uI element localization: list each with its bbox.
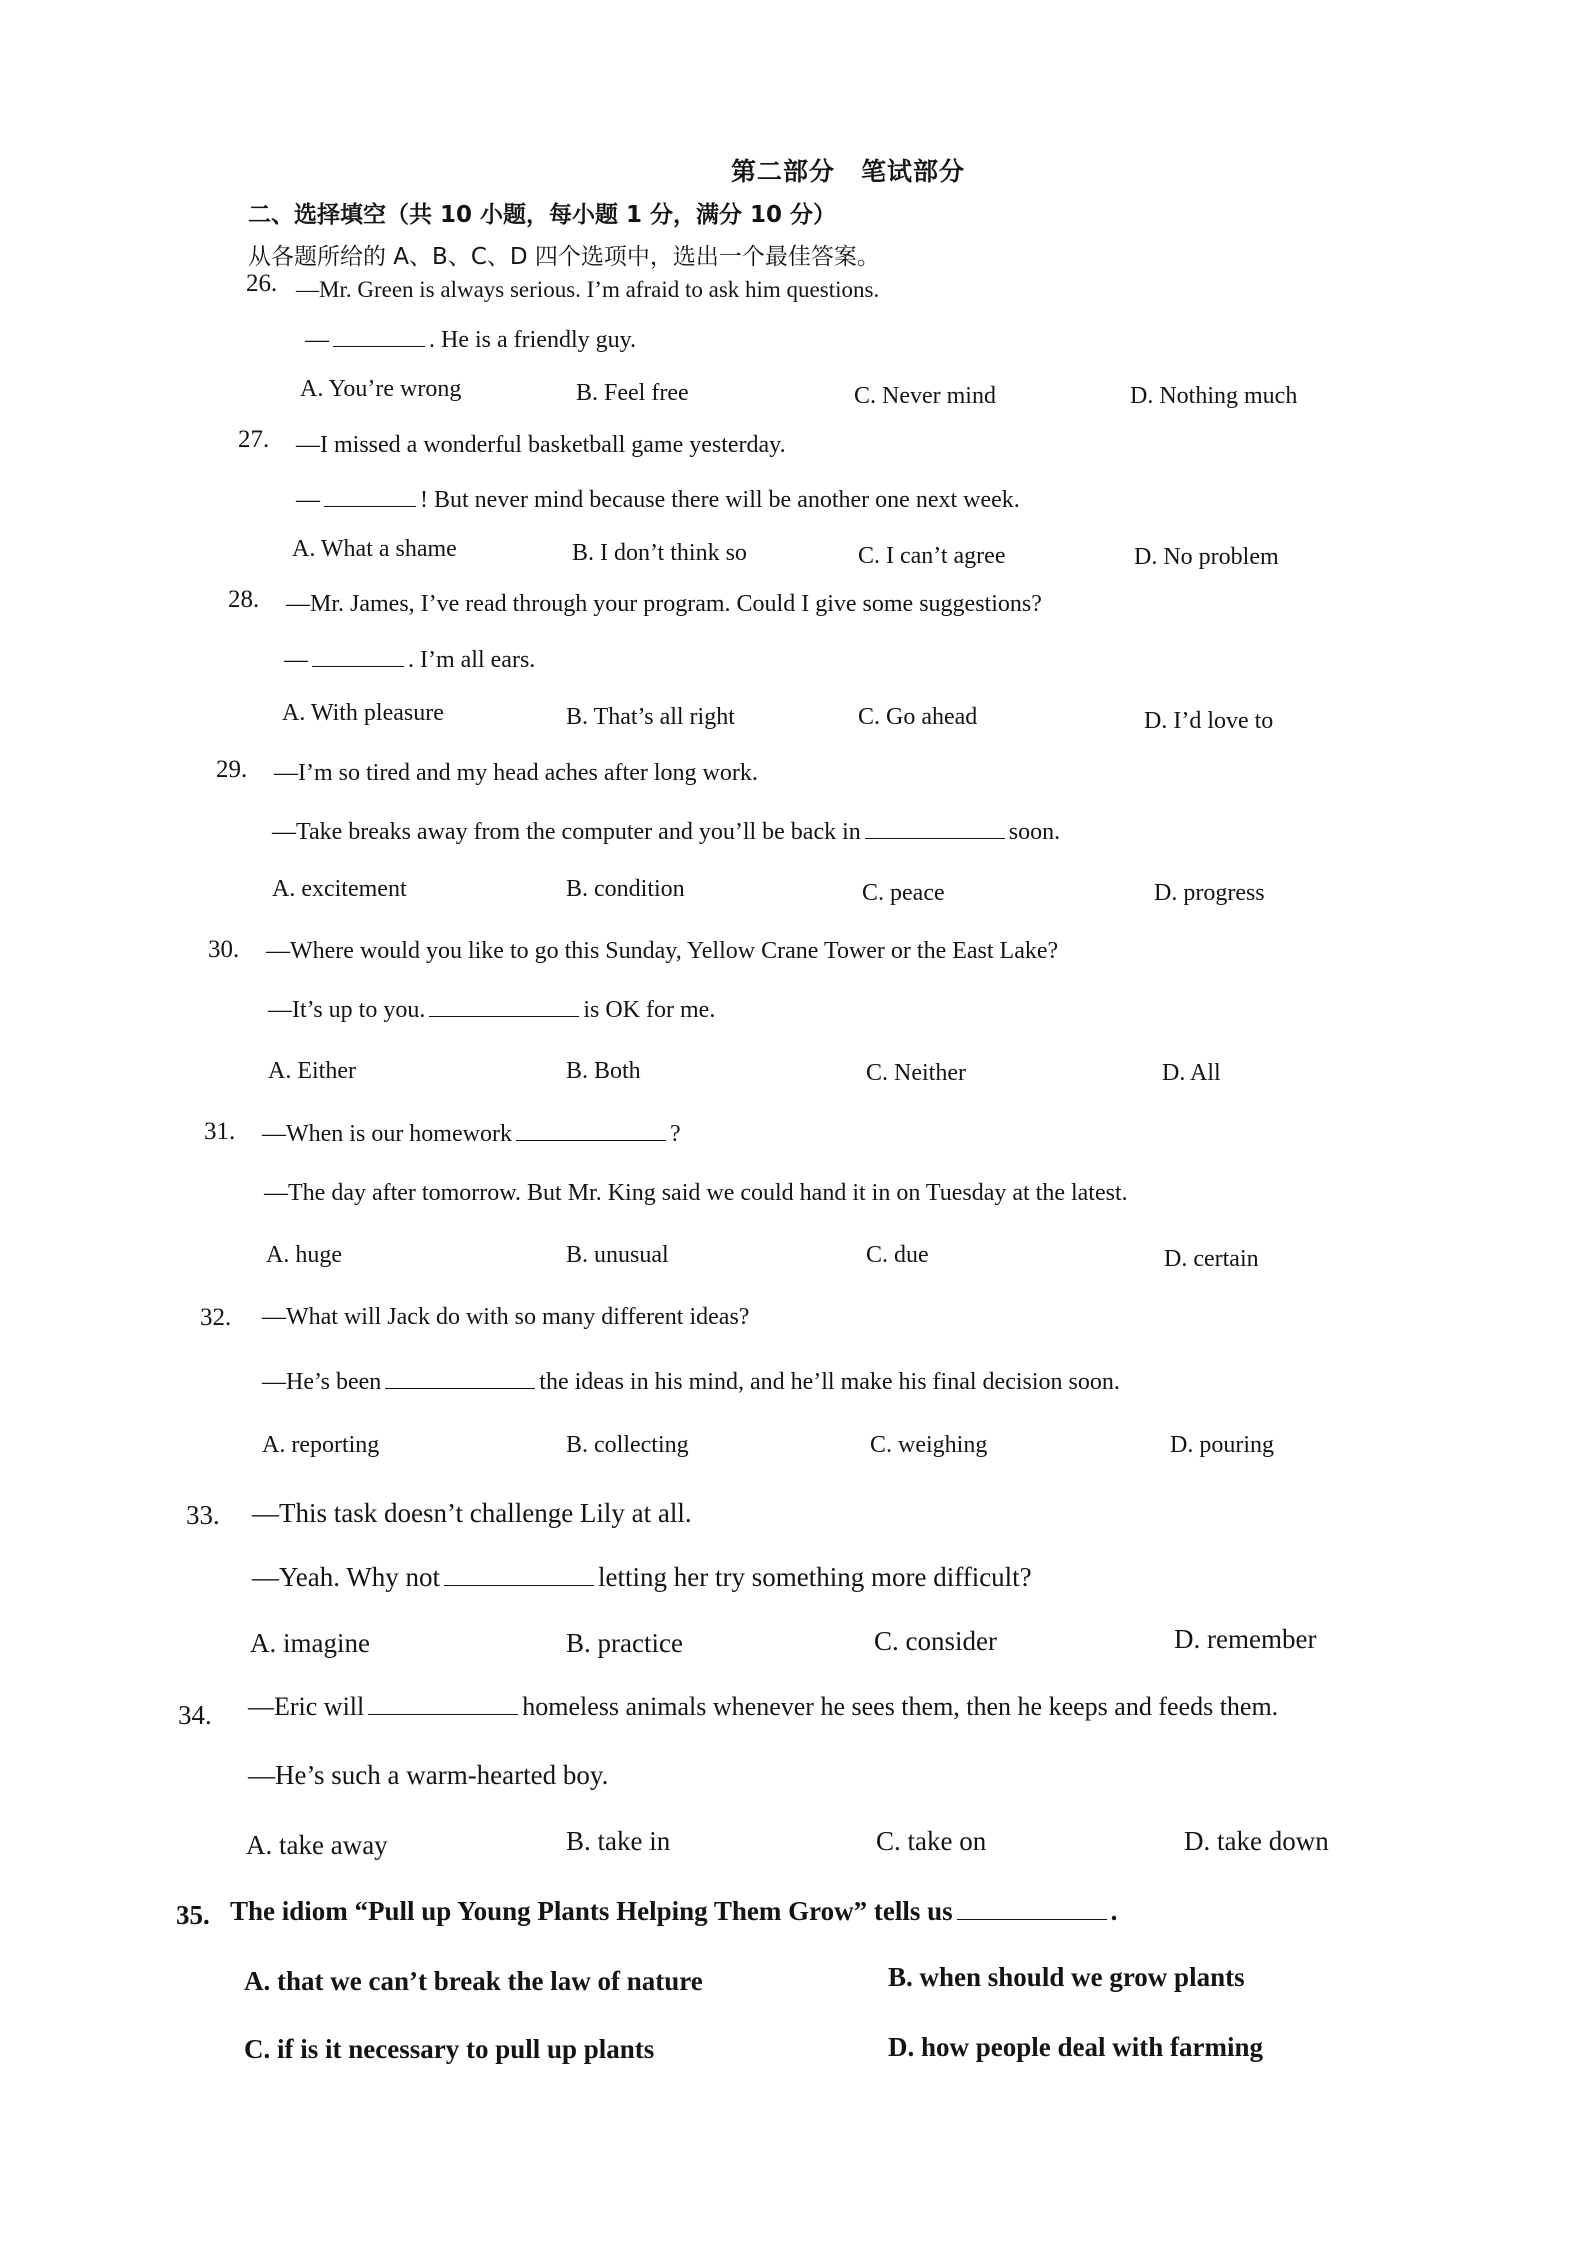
option-a: A. huge (266, 1242, 342, 1268)
option-b: B. That’s all right (566, 704, 735, 730)
answer-blank (429, 996, 579, 1017)
option-b: B. when should we grow plants (888, 1962, 1245, 1992)
option-c: C. I can’t agree (858, 543, 1006, 569)
option-b: B. Feel free (576, 380, 689, 406)
question-number: 34. (178, 1700, 212, 1730)
question-line-2: — . I’m all ears. (284, 647, 536, 673)
part-heading: 二、选择填空（共 10 小题，每小题 1 分，满分 10 分） (248, 202, 837, 228)
option-c: C. Never mind (854, 383, 996, 409)
option-a: A. reporting (262, 1432, 380, 1458)
option-b: B. practice (566, 1628, 683, 1658)
option-a: A. excitement (272, 876, 407, 902)
option-a: A. that we can’t break the law of nature (244, 1966, 703, 1996)
option-c: C. peace (862, 880, 945, 906)
question-line-1: —I’m so tired and my head aches after long work. (274, 760, 758, 786)
question-line-1: —Where would you like to go this Sunday, Yellow Crane Tower or the East Lake? (266, 938, 1059, 964)
answer-blank (385, 1368, 535, 1389)
option-d: D. No problem (1134, 544, 1279, 570)
option-d: D. certain (1164, 1246, 1259, 1272)
option-b: B. I don’t think so (572, 540, 747, 566)
option-a: A. Either (268, 1058, 356, 1084)
option-d: D. Nothing much (1130, 383, 1298, 409)
option-b: B. take in (566, 1826, 671, 1856)
option-a: A. You’re wrong (300, 376, 462, 402)
answer-blank (957, 1899, 1107, 1920)
question-line-2: — . He is a friendly guy. (305, 327, 637, 353)
question-line-1: —What will Jack do with so many different ideas? (262, 1304, 750, 1330)
question-line-2: —Take breaks away from the computer and you’ll be back in soon. (272, 819, 1061, 845)
option-d: D. All (1162, 1060, 1221, 1086)
option-a: A. imagine (250, 1628, 370, 1658)
answer-blank (333, 326, 425, 347)
answer-blank (516, 1120, 666, 1141)
question-line-1: —Mr. James, I’ve read through your program. Could I give some suggestions? (286, 591, 1042, 617)
option-c: C. if is it necessary to pull up plants (244, 2034, 655, 2064)
question-number: 31. (204, 1118, 236, 1145)
question-line-1: —When is our homework ? (262, 1121, 681, 1147)
option-d: D. progress (1154, 880, 1265, 906)
option-d: D. take down (1184, 1826, 1329, 1856)
question-line-1: —Eric will homeless animals whenever he sees them, then he keeps and feeds them. (248, 1692, 1279, 1721)
question-line-1: —Mr. Green is always serious. I’m afraid to ask him questions. (296, 277, 880, 302)
question-number: 28. (228, 586, 260, 613)
option-d: D. pouring (1170, 1432, 1274, 1458)
question-number: 35. (176, 1900, 210, 1930)
question-number: 26. (246, 270, 278, 297)
option-b: B. unusual (566, 1242, 669, 1268)
option-c: C. Go ahead (858, 704, 978, 730)
question-line-2: —He’s been the ideas in his mind, and he’ll make his final decision soon. (262, 1369, 1120, 1395)
answer-blank (444, 1565, 594, 1586)
option-a: A. take away (246, 1830, 388, 1860)
answer-blank (324, 486, 416, 507)
question-number: 32. (200, 1304, 232, 1331)
question-number: 29. (216, 756, 248, 783)
question-line-2: — ! But never mind because there will be another one next week. (296, 487, 1020, 513)
option-c: C. weighing (870, 1432, 988, 1458)
option-b: B. collecting (566, 1432, 689, 1458)
question-line-2: —It’s up to you. is OK for me. (268, 997, 716, 1023)
option-d: D. I’d love to (1144, 708, 1274, 734)
option-b: B. Both (566, 1058, 641, 1084)
answer-blank (368, 1694, 518, 1715)
option-c: C. take on (876, 1826, 987, 1856)
option-c: C. Neither (866, 1060, 966, 1086)
option-c: C. due (866, 1242, 929, 1268)
instruction-text: 从各题所给的 A、B、C、D 四个选项中，选出一个最佳答案。 (248, 244, 880, 270)
question-number: 30. (208, 936, 240, 963)
option-c: C. consider (874, 1626, 997, 1656)
question-line-1: —This task doesn’t challenge Lily at all. (252, 1498, 692, 1528)
question-line-2: —The day after tomorrow. But Mr. King said we could hand it in on Tuesday at the latest. (264, 1180, 1128, 1206)
question-line-1: —I missed a wonderful basketball game yesterday. (296, 432, 786, 458)
option-a: A. With pleasure (282, 700, 444, 726)
option-d: D. how people deal with farming (888, 2032, 1264, 2062)
answer-blank (312, 646, 404, 667)
question-line-2: —He’s such a warm-hearted boy. (248, 1760, 609, 1790)
option-b: B. condition (566, 876, 685, 902)
section-title: 第二部分 笔试部分 (730, 157, 965, 186)
answer-blank (865, 818, 1005, 839)
question-line-2: —Yeah. Why not letting her try something more difficult? (252, 1562, 1032, 1592)
option-d: D. remember (1174, 1624, 1317, 1654)
question-number: 33. (186, 1500, 220, 1530)
option-a: A. What a shame (292, 536, 457, 562)
question-line-1: The idiom “Pull up Young Plants Helping Them Grow” tells us . (230, 1896, 1118, 1926)
question-number: 27. (238, 426, 270, 453)
